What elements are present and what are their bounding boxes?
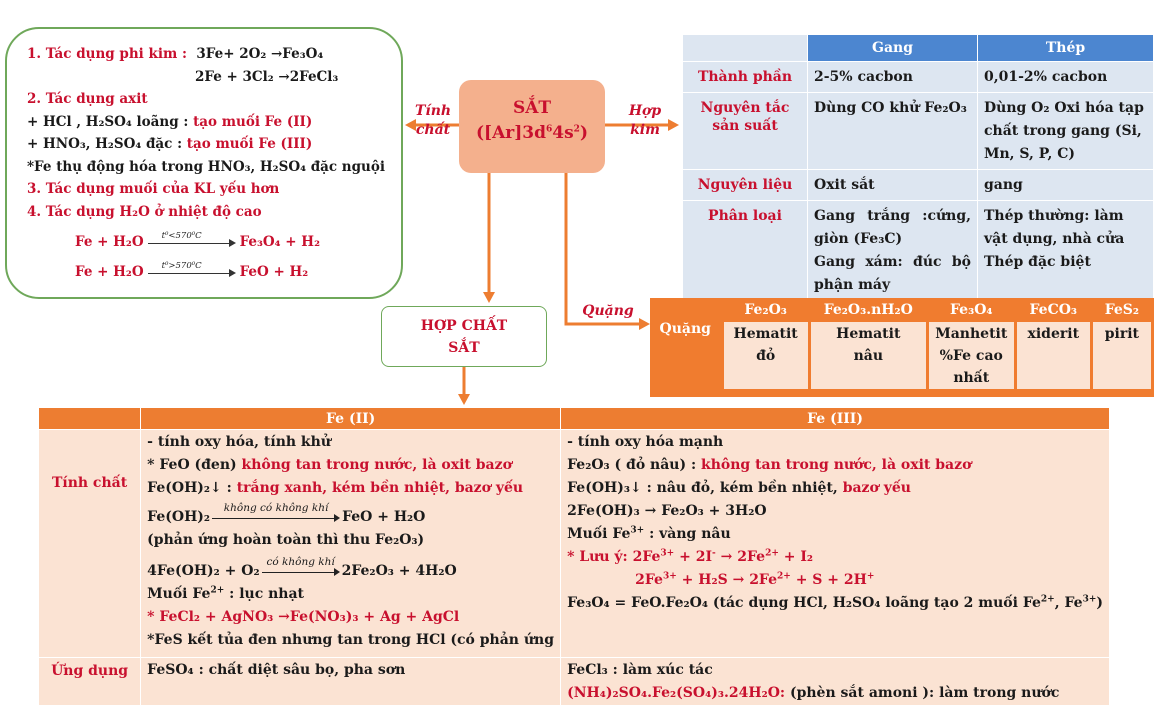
- fe2-line: (phản ứng hoàn toàn thì thu Fe₂O₃): [147, 532, 425, 548]
- fe2-applications: [141, 658, 561, 706]
- water-reaction-low-right: Fe₃O₄ + H₂: [239, 234, 320, 250]
- alloy-row: [683, 93, 1154, 170]
- applications-row: [39, 658, 1110, 706]
- passivation-note: *Fe thụ động hóa trong HNO₃, H₂SO₄ đặc nguội: [27, 158, 386, 175]
- reaction-fe-cl2: 2Fe + 3Cl₂ →2FeCl₃: [195, 68, 339, 85]
- fe3-line: Fe₂O₃ ( đỏ nâu) : không tan trong nước, là oxit bazơ: [567, 457, 972, 473]
- reaction-arrow: [148, 260, 236, 278]
- ore-name: Hematit đỏ: [722, 322, 809, 393]
- compounds-table: [38, 407, 1110, 706]
- alloy-row-head: Phân loại: [683, 201, 808, 301]
- alloy-row: [683, 62, 1154, 93]
- alloy-cell: [978, 201, 1154, 301]
- alloy-row: [683, 170, 1154, 201]
- ore-table: [650, 298, 1154, 397]
- electron-config: $([Ar]3d^64s^2)$: [476, 123, 588, 143]
- fe2-line: * FeO (đen) không tan trong nước, là oxit bazơ: [147, 457, 512, 473]
- fe2-line: Muối $Fe^{2+}$ : lục nhạt: [147, 585, 304, 602]
- iron-title-box: [459, 80, 605, 173]
- alloy-cell: 2-5% cacbon: [808, 62, 978, 93]
- alloy-row: [683, 201, 1154, 301]
- alloy-header-empty: [683, 35, 808, 62]
- fe3-use: FeCl₃ : làm xúc tác: [567, 662, 713, 678]
- edge-label-line: chất: [415, 122, 451, 138]
- alloy-header-row: [683, 35, 1154, 62]
- arrow-to-ore-head: [639, 318, 650, 330]
- alloy-row-head: Nguyên tắc sản suất: [683, 93, 808, 170]
- reaction-arrow: [148, 231, 236, 248]
- acid-dilute-label: + HCl , H₂SO₄ loãng :: [27, 113, 194, 130]
- reaction-arrow: không có không khí: [212, 511, 340, 523]
- alloy-cell: Oxit sắt: [808, 170, 978, 201]
- acid-concentrated-result: tạo muối Fe (III): [186, 136, 313, 152]
- alloy-header-steel: Thép: [978, 35, 1154, 62]
- compounds-header-empty: [39, 408, 141, 430]
- reaction-condition: t⁰>570⁰C: [161, 260, 202, 271]
- fe3-line: $2Fe^{3+} + H_2S \to 2Fe^{2+} + S + 2H^+$: [635, 571, 875, 588]
- header-fe3: Fe (III): [561, 408, 1110, 430]
- edge-label-ore: Quặng: [582, 303, 634, 319]
- water-reaction-high-temp: [75, 261, 308, 284]
- acid-concentrated-label: + HNO₃, H₂SO₄ đặc :: [27, 136, 187, 152]
- header-fe2: Fe (II): [141, 408, 561, 430]
- iron-compounds-box: [381, 306, 547, 367]
- alloy-row-head: Nguyên liệu: [683, 170, 808, 201]
- ore-formula: Fe₂O₃.nH₂O: [823, 302, 913, 318]
- arrow-to-compounds-table-head: [458, 394, 470, 405]
- iron-title: SẮT: [512, 98, 552, 118]
- fe3-properties: [561, 430, 1110, 658]
- alloy-cell-line: Thép thường: làm vật dụng, nhà cửa: [984, 208, 1125, 247]
- compounds-header-row: [39, 408, 1110, 430]
- row-head-applications: Ứng dụng: [39, 658, 141, 706]
- ore-header-row: [650, 298, 1153, 322]
- water-reaction-low-temp: [75, 231, 320, 254]
- fe2-properties: [141, 430, 561, 658]
- fe3-line: * Lưu ý: $2Fe^{3+} + 2I^- \to 2Fe^{2+} + I_2$: [567, 548, 814, 565]
- ore-name: pirit: [1091, 322, 1152, 393]
- alloy-cell: [808, 201, 978, 301]
- alloy-cell-line: Gang trắng :cứng, giòn (Fe₃C): [814, 208, 971, 247]
- alloy-cell-line: Thép đặc biệt: [984, 254, 1091, 270]
- row-head-properties: Tính chất: [39, 430, 141, 658]
- fe2-oxidation: 4Fe(OH)₂ + O₂ có không khí 2Fe₂O₃ + 4H₂O: [147, 556, 457, 579]
- edge-label-line: kim: [630, 122, 660, 138]
- ore-name: xiderit: [1015, 322, 1091, 393]
- property-heading-nonmetal: 1. Tác dụng phi kim :: [27, 46, 187, 62]
- fe2-use: FeSO₄ : chất diệt sâu bọ, pha sơn: [147, 662, 406, 678]
- fe3-use: (NH₄)₂SO₄.Fe₂(SO₄)₃.24H₂O: (phèn sắt amoni ): làm trong nước: [567, 685, 1060, 701]
- ore-formula: Fe₂O₃: [744, 302, 787, 318]
- alloy-cell: 0,01-2% cacbon: [978, 62, 1154, 93]
- fe3-applications: [561, 658, 1110, 706]
- compound-box-line: SẮT: [448, 340, 480, 356]
- property-heading-salt: 3. Tác dụng muối của KL yếu hơn: [27, 181, 280, 197]
- alloy-cell-line: Gang xám: đúc bộ phận máy: [814, 254, 971, 293]
- alloy-cell: Dùng CO khử Fe₂O₃: [808, 93, 978, 170]
- arrow-to-compound-head: [483, 292, 495, 303]
- ore-name: Hematit nâu: [809, 322, 927, 393]
- fe3-line: Fe(OH)₃↓ : nâu đỏ, kém bền nhiệt, bazơ yếu: [567, 480, 911, 496]
- compound-box-line: HỢP CHẤT: [420, 318, 508, 334]
- fe2-line: - tính oxy hóa, tính khử: [147, 434, 331, 450]
- edge-label-line: Hợp: [628, 103, 662, 119]
- edge-label-properties: [410, 102, 456, 140]
- reaction-fe-o2: 3Fe+ 2O₂ →Fe₃O₄: [196, 46, 324, 62]
- alloy-header-cast-iron: Gang: [808, 35, 978, 62]
- ore-formula: Fe₃O₄: [950, 302, 993, 318]
- water-reaction-high-right: FeO + H₂: [239, 263, 309, 280]
- acid-dilute-result: tạo muối Fe (II): [193, 113, 313, 130]
- edge-label-line: Tính: [414, 103, 452, 119]
- fe2-line: * FeCl₂ + AgNO₃ →Fe(NO₃)₃ + Ag + AgCl: [147, 609, 460, 625]
- ore-name-row: [650, 322, 1153, 393]
- fe2-line: *FeS kết tủa đen nhưng tan trong HCl (có phản ứng: [147, 632, 554, 648]
- fe3-line: 2Fe(OH)₃ → Fe₂O₃ + 3H₂O: [567, 503, 767, 519]
- fe3-line: Muối $Fe^{3+}$ : vàng nâu: [567, 525, 731, 542]
- fe2-line: Fe(OH)₂↓ : trắng xanh, kém bền nhiệt, bazơ yếu: [147, 480, 524, 496]
- alloy-cell: gang: [978, 170, 1154, 201]
- edge-label-alloy: [620, 102, 670, 140]
- fe3-line: Fe₃O₄ = FeO.Fe₂O₄ (tác dụng HCl, H₂SO₄ loãng tạo 2 muối $Fe^{2+}$, $Fe^{3+}$): [567, 594, 1103, 611]
- alloy-row-head: Thành phần: [683, 62, 808, 93]
- property-heading-water: 4. Tác dụng H₂O ở nhiệt độ cao: [27, 203, 262, 220]
- ore-label: Quặng: [659, 321, 711, 337]
- properties-box: [5, 27, 403, 299]
- fe3-line: - tính oxy hóa mạnh: [567, 434, 724, 450]
- water-reaction-high-left: Fe + H₂O: [75, 263, 144, 280]
- ore-formula: FeS₂: [1104, 302, 1140, 318]
- ore-formula: FeCO₃: [1029, 302, 1078, 318]
- reaction-arrow: có không khí: [262, 565, 340, 577]
- alloy-cell: Dùng O₂ Oxi hóa tạp chất trong gang (Si, Mn, S, P, C): [978, 93, 1154, 170]
- reaction-condition: t⁰<570⁰C: [161, 231, 202, 242]
- alloy-table: [682, 34, 1154, 301]
- water-reaction-low-left: Fe + H₂O: [75, 234, 144, 250]
- ore-name: Manhetit %Fe cao nhất: [927, 322, 1015, 393]
- properties-row: [39, 430, 1110, 658]
- property-heading-acid: 2. Tác dụng axit: [27, 91, 148, 107]
- fe2-decomposition: Fe(OH)₂ không có không khí FeO + H₂O: [147, 502, 426, 525]
